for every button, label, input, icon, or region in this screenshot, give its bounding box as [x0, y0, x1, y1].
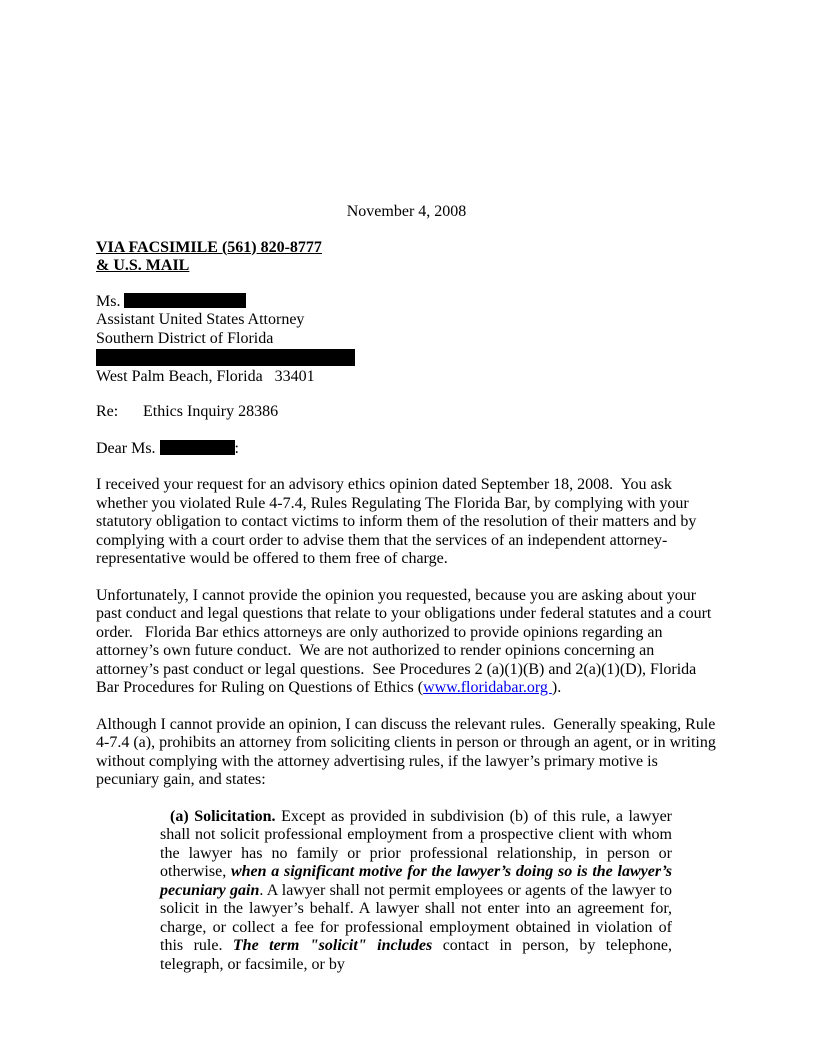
quote-segment-2: . A lawyer shall not permit employees or agents of the lawyer to solicit in the lawyer’s behalf. A lawyer shall not enter into an agreement for, charge, or collect a fee for professional employment obtained in violation of this rule. — [160, 881, 672, 954]
quote-emphasis-2: The term "solicit" includes — [232, 937, 433, 954]
delivery-method-block — [96, 239, 717, 276]
recipient-name-prefix: Ms. — [96, 292, 125, 310]
quote-emphasis-1: when a significant motive for the lawyer’s doing so is the lawyer’s pecuniary gain — [160, 863, 673, 899]
paragraph-2-text: Unfortunately, I cannot provide the opinion you requested, because you are asking about your past conduct and legal questions that relate to your obligations under federal statutes and a court order. Florida Bar ethics attorneys are only authorized to provide opinions regarding an attorney’s own future conduct. We are not authorized to render opinions concerning an attorney’s past conduct or legal questions. See Procedures 2 (a)(1)(B) and 2(a)(1)(D), Florida Bar Procedures for Ruling on Questions of Ethics ( — [96, 586, 716, 696]
floridabar-link[interactable]: www.floridabar.org — [423, 679, 552, 696]
recipient-district-line: Southern District of Florida — [96, 329, 274, 347]
salutation-line — [96, 440, 717, 459]
recipient-title-line: Assistant United States Attorney — [96, 311, 305, 328]
paragraph-2-close: ). — [551, 679, 562, 696]
quote-segment-1: Except as provided in subdivision (b) of this rule, a lawyer shall not solicit professional employment from a prospective client with whom the lawyer has no family or prior professional relationship, in person or otherwise, — [160, 807, 673, 880]
delivery-method-line-2: & U.S. MAIL — [96, 257, 190, 274]
re-label: Re: — [96, 403, 119, 420]
re-line — [96, 403, 717, 422]
recipient-city-line: West Palm Beach, Florida 33401 — [96, 367, 315, 385]
paragraph-3: Although I cannot provide an opinion, I can discuss the relevant rules. Generally speaking, Rule 4-7.4 (a), prohibits an attorney from soliciting clients in person or through an agent, or in writing without complying with the attorney advertising rules, if the lawyer’s primary motive is pecuniary gain, and states: — [96, 715, 720, 788]
redaction-bar-salutation — [160, 440, 235, 455]
delivery-method-line-1: VIA FACSIMILE (561) 820-8777 — [96, 238, 322, 256]
paragraph-1: I received your request for an advisory ethics opinion dated September 18, 2008. You ask whether you violated Rule 4-7.4, Rules Regulating The Florida Bar, by complying with your statutory obligation to contact victims to inform them of the resolution of their matters and by complying with a court order to advise them that the services of an independent attorney-representative would be offered to them free of charge. — [96, 476, 701, 567]
quote-segment-3: contact in person, by telephone, telegraph, or facsimile, or by — [160, 937, 673, 973]
recipient-street-line — [96, 349, 717, 368]
redaction-bar-name — [124, 293, 246, 308]
salutation-prefix: Dear Ms. — [96, 439, 160, 457]
salutation-suffix: : — [234, 439, 239, 457]
re-value: Ethics Inquiry 28386 — [143, 403, 279, 420]
redaction-bar-street-address — [96, 349, 355, 366]
rule-quote-block — [160, 808, 672, 975]
letter-date: November 4, 2008 — [346, 203, 467, 220]
quote-subsection-label: (a) Solicitation. — [170, 807, 276, 825]
paragraph-2 — [96, 587, 717, 698]
recipient-address-block — [96, 293, 717, 387]
recipient-name-line — [96, 293, 717, 312]
